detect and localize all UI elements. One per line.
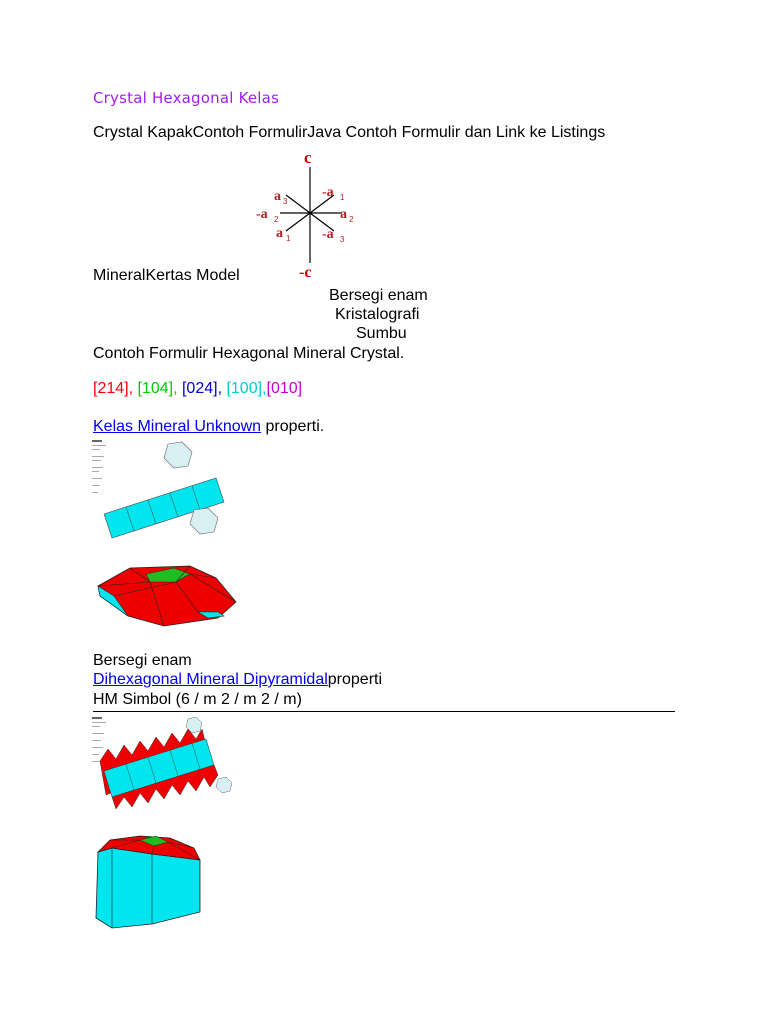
- page-title: Crystal Hexagonal Kelas: [93, 89, 280, 107]
- miller-indices: [93, 380, 302, 398]
- kelas-mineral-unknown-link[interactable]: Kelas Mineral Unknown: [93, 418, 262, 435]
- crystal-3d-1-image: [90, 560, 240, 635]
- dihexagonal-mineral-dipyramidal-link[interactable]: Dihexagonal Mineral Dipyramidal: [93, 671, 328, 688]
- center-line-2: Kristalografi: [335, 306, 420, 323]
- neg-a2-label: -a: [256, 207, 268, 222]
- index-sep-4: ,: [262, 380, 267, 397]
- intro-line: Crystal KapakContoh FormulirJava Contoh Formulir dan Link ke Listings: [93, 124, 606, 141]
- center-line-3: Sumbu: [356, 325, 407, 342]
- neg-a3-label: -a: [322, 227, 334, 242]
- index-214: [214]: [93, 380, 129, 397]
- section2-heading: Bersegi enam: [93, 652, 192, 669]
- index-100: [100]: [226, 380, 263, 397]
- neg-a3-sub: 3: [340, 235, 345, 244]
- a1-label: a: [276, 226, 283, 241]
- crystal-net-1-image: [90, 438, 235, 548]
- index-sep-2: ,: [173, 380, 182, 397]
- crystal-net-2-image: [90, 715, 235, 815]
- section1-suffix: properti.: [261, 418, 325, 435]
- neg-a1-label: -a: [322, 185, 334, 200]
- hexagonal-axes-diagram: [250, 145, 365, 280]
- c-top-label: c: [304, 148, 312, 167]
- center-line-1: Bersegi enam: [329, 287, 428, 304]
- section2-link-line: [93, 671, 382, 689]
- mineral-model-label: MineralKertas Model: [93, 267, 240, 284]
- a1-sub: 1: [286, 234, 291, 243]
- neg-a1-sub: 1: [340, 193, 345, 202]
- index-024: [024]: [181, 380, 218, 397]
- index-010: [010]: [266, 380, 303, 397]
- a2-sub: 2: [349, 215, 354, 224]
- hexagonal-example-text: Contoh Formulir Hexagonal Mineral Crystal.: [93, 345, 405, 362]
- index-sep-3: ,: [217, 380, 227, 397]
- a3-label: a: [274, 189, 281, 204]
- a2-label: a: [340, 207, 347, 222]
- section2-suffix: properti: [327, 671, 383, 688]
- hm-symbol-text: HM Simbol (6 / m 2 / m 2 / m): [93, 691, 302, 708]
- horizontal-rule: [93, 711, 675, 712]
- legend-scribbles: [92, 440, 106, 493]
- crystal-3d-2-image: [90, 832, 205, 932]
- a3-sub: 3: [283, 197, 288, 206]
- c-bottom-label: -c: [299, 264, 312, 280]
- neg-a2-sub: 2: [274, 215, 279, 224]
- section1-line: [93, 418, 324, 436]
- index-104: [104]: [137, 380, 174, 397]
- index-sep-1: ,: [128, 380, 138, 397]
